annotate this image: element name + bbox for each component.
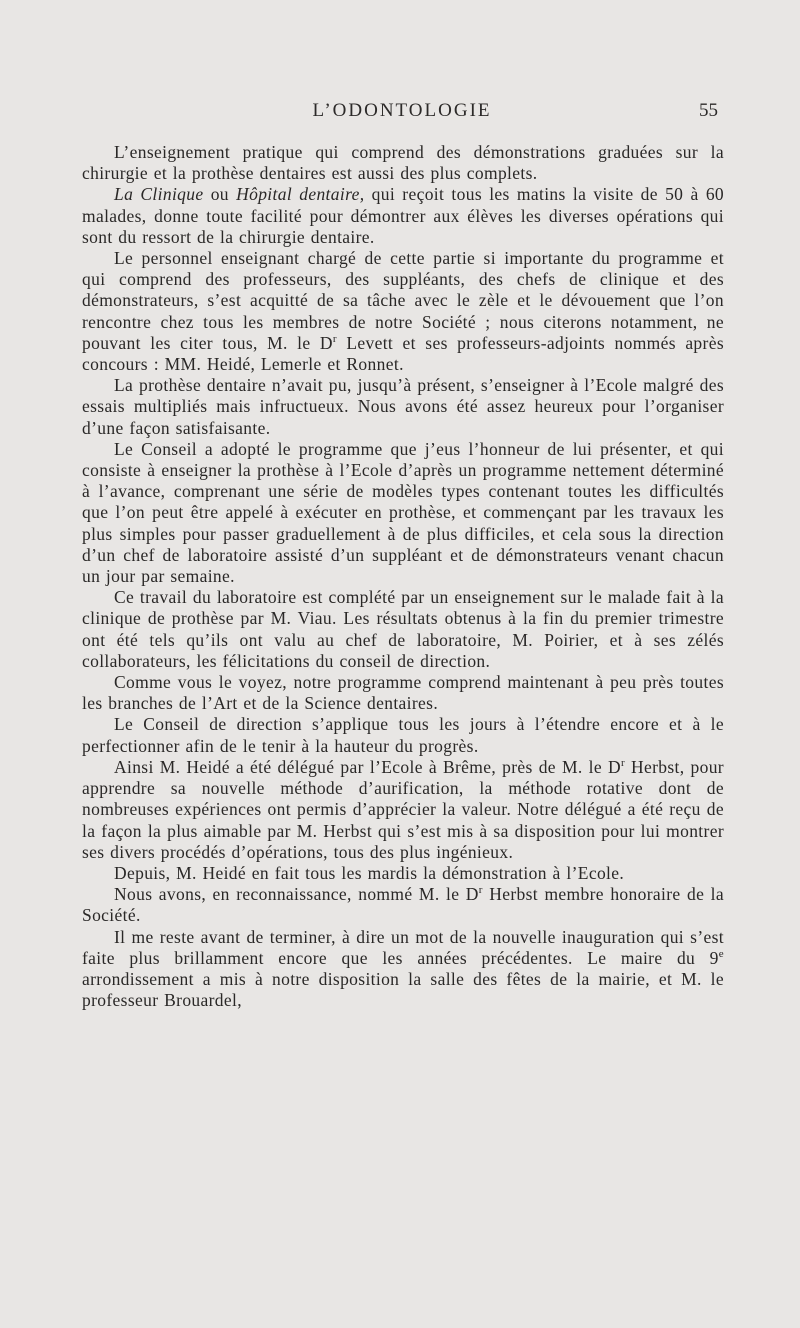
paragraph-text: Le Conseil a adopté le programme que j’eus l’honneur de lui présenter, et qui consiste à enseigner la prothèse à l’Ecole d’après un programme nettement déterminé à l’avance, comprenant une série de modèles types contenant toutes les difficultés que l’on peut être appelé à exécuter en prothèse, et commençant par les travaux les plus simples pour passer graduellement à de plus difficiles, et cela sous la direction d’un chef de laboratoire assisté d’un suppléant et de démonstrateurs venant chacun un jour par semaine.: [82, 438, 724, 587]
paragraph-text: ou: [203, 184, 237, 205]
paragraph-2: [82, 184, 724, 248]
paragraph-1: [82, 142, 724, 184]
page-number: 55: [699, 100, 718, 121]
paragraph-5: [82, 439, 724, 587]
paragraph-text: Herbst membre honoraire de la Société.: [82, 884, 724, 926]
paragraph-text: Le personnel enseignant chargé de cette partie si importante du programme et qui comprend des professeurs, des suppléants, des chefs de clinique et des démonstrateurs, s’est acquitté de sa tâche avec le zèle et le dévouement que l’on rencontre chez tous les membres de notre Société ; nous citerons notamment, ne pouvant les citer tous, M. le D: [82, 248, 724, 353]
superscript: r: [478, 884, 483, 897]
paragraph-6: [82, 587, 724, 672]
paragraph-10: [82, 863, 724, 884]
page-header: [82, 100, 722, 124]
paragraph-8: [82, 714, 724, 756]
paragraph-text: L’enseignement pratique qui comprend des démonstrations graduées sur la chirurgie et la prothèse dentaires est aussi des plus complets.: [82, 142, 724, 184]
superscript: r: [620, 757, 625, 770]
paragraph-text: Nous avons, en reconnaissance, nommé M. le D: [114, 884, 479, 905]
superscript: e: [718, 947, 724, 960]
paragraph-4: [82, 375, 724, 439]
paragraph-text: Le Conseil de direction s’applique tous les jours à l’étendre encore et à le perfectionner afin de le tenir à la hauteur du progrès.: [82, 714, 724, 756]
paragraph-text: Il me reste avant de terminer, à dire un mot de la nouvelle inauguration qui s’est faite plus brillamment encore que les années précédentes. Le maire du 9: [82, 926, 724, 968]
running-title: L’ODONTOLOGIE: [312, 100, 492, 121]
paragraph-text-italic: La Clinique: [114, 184, 204, 205]
paragraph-text: La prothèse dentaire n’avait pu, jusqu’à présent, s’enseigner à l’Ecole malgré des essais multipliés mais infructueux. Nous avons été assez heureux pour l’organiser d’une façon satisfaisante.: [82, 375, 724, 438]
paragraph-9: [82, 757, 724, 863]
superscript: r: [332, 333, 337, 345]
paragraph-text: arrondissement a mis à notre disposition la salle des fêtes de la mairie, et M. le professeur Brouardel,: [82, 968, 724, 1011]
paragraph-text: Ce travail du laboratoire est complété par un enseignement sur le malade fait à la clinique de prothèse par M. Viau. Les résultats obtenus à la fin du premier trimestre ont été tels qu’ils ont valu au chef de laboratoire, M. Poirier, et à ses zélés collaborateurs, les félicitations du conseil de direction.: [82, 587, 724, 671]
paragraph-3: [82, 248, 724, 375]
paragraph-text: qui reçoit tous les matins la visite de 50 à 60 malades, donne toute facilité pour démontrer aux élèves les diverses opérations qui sont du ressort de la chirurgie dentaire.: [82, 184, 725, 247]
paragraph-text: Herbst, pour apprendre sa nouvelle méthode d’aurification, la méthode rotative dont de nombreuses expériences ont permis d’apprécier la valeur. Notre délégué a été reçu de la façon la plus aimable par M. Herbst qui s’est mis à sa disposition pour lui montrer ses divers procédés d’opérations, tous des plus ingénieux.: [82, 756, 724, 862]
paragraph-text: Levett et ses professeurs-adjoints nommés après concours : MM. Heidé, Lemerle et Ronnet.: [82, 332, 724, 375]
paragraph-text: Depuis, M. Heidé en fait tous les mardis la démonstration à l’Ecole.: [114, 862, 625, 883]
paragraph-text-italic: Hôpital dentaire,: [236, 184, 365, 205]
body-text: [82, 142, 724, 1011]
paragraph-text: Comme vous le voyez, notre programme comprend maintenant à peu près toutes les branches de l’Art et de la Science dentaires.: [82, 672, 724, 714]
paragraph-12: [82, 927, 724, 1012]
paragraph-7: [82, 672, 724, 714]
paragraph-11: [82, 884, 724, 926]
paragraph-text: Ainsi M. Heidé a été délégué par l’Ecole à Brême, près de M. le D: [114, 756, 621, 777]
